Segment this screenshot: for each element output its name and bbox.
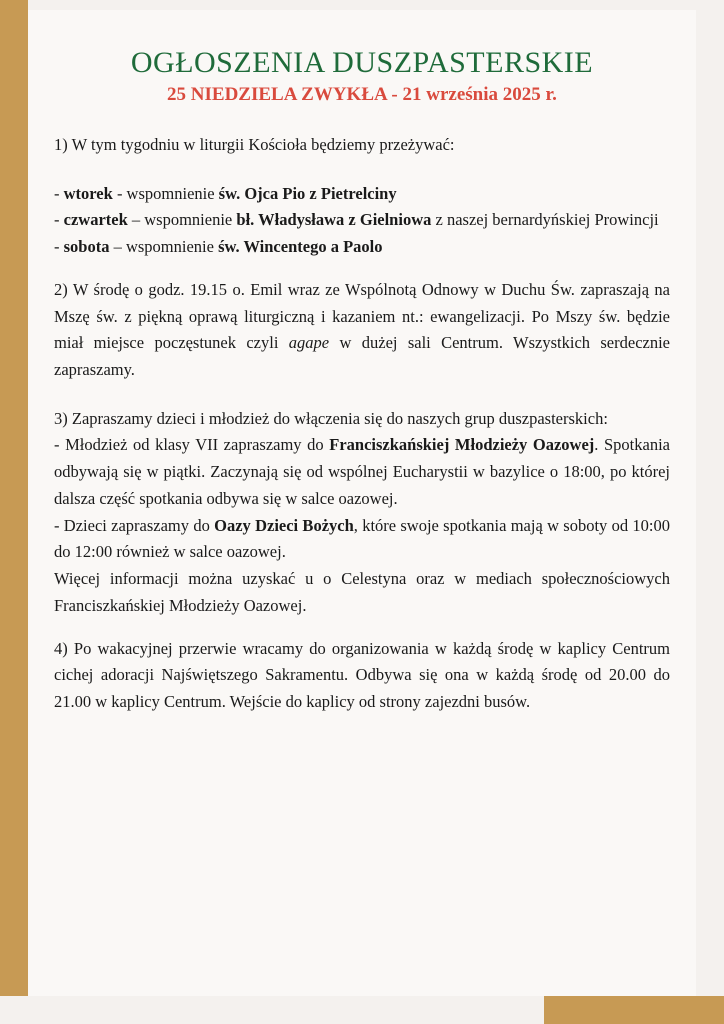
announcement-4: 4) Po wakacyjnej przerwie wracamy do organizowania w każdą środę w kaplicy Centrum cichej adoracji Najświętszego Sakramentu. Odbywa się ona w każdą środę od 20.00 do 21.00 w kaplicy Centrum. Wejście do kaplicy od strony zajezdni busów. [54, 638, 670, 711]
announcement-2-part-1: 2) W środę o godz. 19.15 o. Emil wraz ze Wspólnotą Odnowy w Duchu Św. zapraszają na Mszę św. z piękną oprawą liturgiczną i kazaniem nt.: ewangelizacji. Po Mszy św. będzie miał miejsce poczęstunek czyli [54, 279, 670, 353]
announcement-1-line-3 [54, 234, 670, 261]
gap-2 [54, 261, 670, 277]
announcement-1-line-1 [54, 181, 670, 208]
page-title: OGŁOSZENIA DUSZPASTERSKIE [130, 46, 594, 79]
saint-wladyslaw: bł. Władysława z Gielniowa [236, 210, 432, 230]
announcement-2 [54, 277, 670, 384]
day-tuesday: wtorek [63, 183, 113, 203]
day-thursday: czwartek [63, 210, 128, 230]
announcements-body [54, 132, 670, 716]
announcement-3-line-2 [54, 513, 670, 566]
saint-vincent: św. Wincentego a Paolo [218, 237, 383, 257]
announcement-1-line-2 [54, 207, 670, 234]
announcement-3-line-3: Więcej informacji można uzyskać u o Celestyna oraz w mediach społecznościowych Franciszkańskiej Młodzieży Oazowej. [54, 569, 670, 615]
term-agape: agape [288, 333, 330, 353]
announcement-1-intro: 1) W tym tygodniu w liturgii Kościoła będziemy przeżywać: [54, 135, 455, 154]
text-2: – wspomnienie [127, 210, 237, 230]
group-children-oasis: Oazy Dzieci Bożych [214, 515, 354, 535]
decorative-left-bar [0, 0, 28, 996]
text-1: - wspomnienie [112, 183, 219, 203]
announcement-3-line-1 [54, 432, 670, 512]
announcement-3-intro: 3) Zapraszamy dzieci i młodzież do włączenia się do naszych grup duszpasterskich: [54, 408, 608, 428]
text-4: – wspomnienie [109, 237, 219, 257]
text-3: z naszej bernardyńskiej Prowincji [431, 210, 659, 230]
gap-3 [54, 390, 670, 406]
group-youth-oasis: Franciszkańskiej Młodzieży Oazowej [329, 435, 595, 455]
dash-1: - [54, 183, 64, 203]
announcement-3-part-3: - Dzieci zapraszamy do [54, 515, 215, 535]
dash-3: - [54, 237, 64, 257]
day-saturday: sobota [63, 237, 110, 257]
page-subtitle: 25 NIEDZIELA ZWYKŁA - 21 września 2025 r. [167, 84, 557, 105]
announcement-3-part-4: , które swoje spotkania mają w soboty od 10:00 do 12:00 również w salce oazowej. [54, 515, 670, 562]
announcement-2-part-2: w dużej sali Centrum. Wszystkich serdecznie zapraszamy. [54, 333, 670, 380]
gap-4 [54, 620, 670, 636]
announcement-3-part-1: - Młodzież od klasy VII zapraszamy do [54, 435, 330, 455]
dash-2: - [54, 210, 64, 230]
announcement-3-part-2: . Spotkania odbywają się w piątki. Zaczynają się od wspólnej Eucharystii w bazylice o 18:00, po której dalsza część spotkania odbywa się w salce oazowej. [54, 435, 670, 508]
announcement-sheet [28, 10, 696, 996]
gap-1 [54, 165, 670, 181]
decorative-bottom-bar [544, 996, 724, 1024]
saint-pio: św. Ojca Pio z Pietrelciny [218, 183, 397, 203]
